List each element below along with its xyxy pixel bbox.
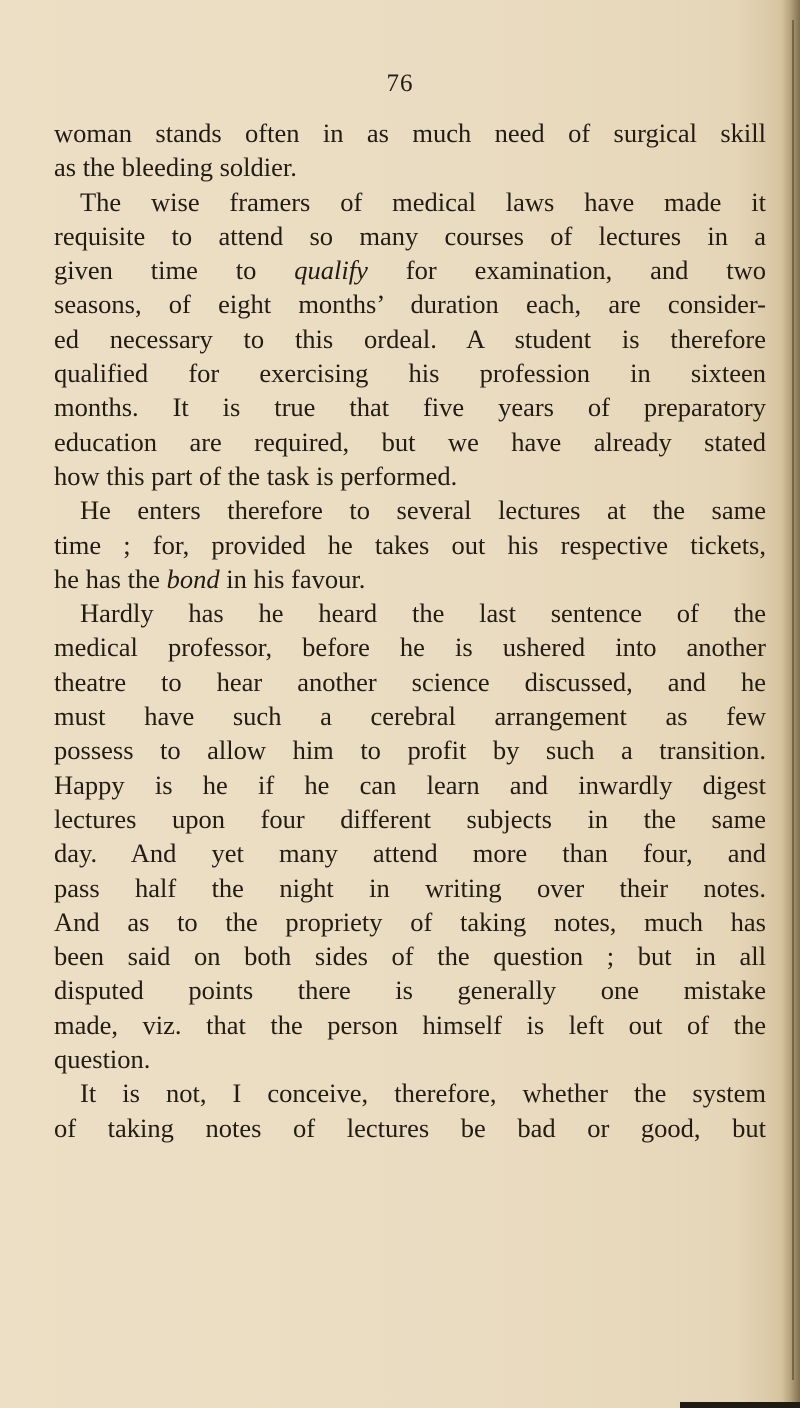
text-segment: been said on both sides of the question ; but in all (54, 941, 766, 972)
text-line (54, 322, 766, 356)
text-line (54, 219, 766, 253)
text-segment: It is not, I conceive, therefore, whether the system (80, 1078, 766, 1109)
text-line (54, 1076, 766, 1110)
page-number: 76 (386, 70, 414, 97)
text-line (54, 630, 766, 664)
binding-edge-line (792, 20, 794, 1380)
text-line (54, 905, 766, 939)
text-line (54, 836, 766, 870)
text-segment: question. (54, 1044, 151, 1075)
text-line (54, 939, 766, 973)
text-segment: day. And yet many attend more than four, and (54, 838, 766, 869)
text-line (54, 802, 766, 836)
text-segment: seasons, of eight months’ duration each, are consider- (54, 289, 766, 320)
text-segment: medical professor, before he is ushered into another (54, 632, 766, 663)
text-segment: ed necessary to this ordeal. A student is therefore (54, 323, 766, 354)
text-line (54, 253, 766, 287)
bottom-edge-mark (680, 1402, 800, 1408)
text-line (54, 528, 766, 562)
text-line (54, 665, 766, 699)
text-line (54, 116, 766, 150)
text-segment: Hardly has he heard the last sentence of the (80, 598, 766, 629)
text-line (54, 459, 766, 493)
text-line (54, 768, 766, 802)
text-segment: in his favour. (219, 563, 366, 594)
text-segment: The wise framers of medical laws have made it (80, 186, 766, 217)
text-line (54, 390, 766, 424)
italic-word: bond (166, 563, 220, 594)
text-line (54, 185, 766, 219)
text-segment: made, viz. that the person himself is left out of the (54, 1009, 766, 1040)
text-line (54, 596, 766, 630)
body-text (54, 116, 766, 1145)
text-segment: months. It is true that five years of preparatory (54, 392, 766, 423)
text-line (54, 1042, 766, 1076)
text-segment: must have such a cerebral arrangement as few (54, 701, 766, 732)
text-line (54, 425, 766, 459)
text-segment: of taking notes of lectures be bad or good, but (54, 1112, 766, 1143)
text-line (54, 973, 766, 1007)
italic-word: qualify (294, 255, 368, 286)
text-segment: Happy is he if he can learn and inwardly digest (54, 769, 766, 800)
text-segment: qualified for exercising his profession in sixteen (54, 358, 766, 389)
text-segment: theatre to hear another science discussed, and he (54, 666, 766, 697)
text-segment: possess to allow him to profit by such a transition. (54, 735, 766, 766)
text-line (54, 699, 766, 733)
text-segment: requisite to attend so many courses of lectures in a (54, 220, 766, 251)
text-segment: woman stands often in as much need of surgical skill (54, 118, 766, 148)
page-edge-shadow (782, 0, 800, 1408)
text-line (54, 356, 766, 390)
text-segment: lectures upon four different subjects in the same (54, 803, 766, 834)
text-line (54, 562, 766, 596)
text-segment: time ; for, provided he takes out his respective tickets, (54, 529, 766, 560)
text-line (54, 1111, 766, 1145)
text-segment: disputed points there is generally one mistake (54, 975, 766, 1006)
text-segment: given time to (54, 255, 295, 286)
text-segment: He enters therefore to several lectures at the same (80, 495, 766, 526)
text-segment: how this part of the task is performed. (54, 460, 458, 491)
text-segment: as the bleeding soldier. (54, 152, 297, 183)
text-segment: pass half the night in writing over their notes. (54, 872, 766, 903)
text-segment: he has the (54, 563, 167, 594)
text-segment: education are required, but we have already stated (54, 426, 766, 457)
text-line (54, 871, 766, 905)
text-line (54, 1008, 766, 1042)
text-line (54, 150, 766, 184)
text-segment: And as to the propriety of taking notes, much has (54, 906, 766, 937)
text-line (54, 493, 766, 527)
text-line (54, 733, 766, 767)
text-segment: for examination, and two (367, 255, 766, 286)
text-line (54, 287, 766, 321)
